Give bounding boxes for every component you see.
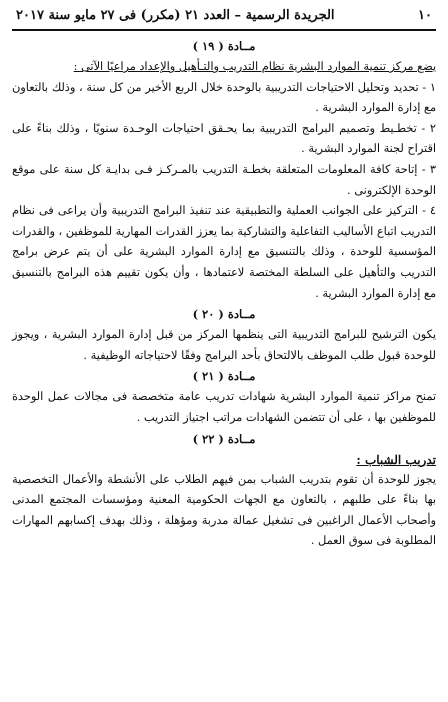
article-19-item-3: ٣ - إتاحة كافة المعلومات المتعلقة بخطـة التدريب بالمـركـز فـى بدايـة كل سنة على موقع الوحدة الإلكترونى . — [12, 162, 436, 197]
article-21-text: تمنح مراكز تنمية الموارد البشرية شهادات تدريب عامة متخصصة فى مجالات عمل الوحدة للموظفين بها ، على أن تتضمن الشهادات مراتب اجتياز التدريب . — [12, 390, 436, 424]
article-22-text: يجوز للوحدة أن تقوم بتدريب الشباب بمن فيهم الطلاب على الأنشطة والأعمال التخصصية بها بناءً على طلبهم ، بالتعاون مع الجهات الحكومية المعنية ومؤسسات المجتمع المدنى وأصحاب الأعمال الراغبين فى تشغيل عمالة مدربة ومؤهلة ، وذلك بهدف إكسابهم المهارات المطلوبة فى سوق العمل . — [12, 472, 436, 548]
header-divider — [12, 29, 436, 31]
page-header — [12, 6, 436, 26]
article-22-heading: مــادة ( ٢٢ ) — [192, 431, 256, 446]
article-20-text: يكون الترشيح للبرامج التدريبية التى ينظمها المركز من قبل إدارة الموارد البشرية ، ويجوز للوحدة قبول طلب الموظف بالالتحاق بأحد البرامج وفقًا لاحتياجاته الوظيفية . — [12, 328, 436, 362]
gazette-title: الجريدة الرسمية – العدد ٢١ (مكرر) فى ٢٧ مايو سنة ٢٠١٧ — [16, 8, 335, 23]
article-22-subheading: تدريب الشباب : — [356, 452, 436, 467]
page-number: ١٠ — [418, 8, 432, 23]
article-19-item-2: ٢ - تخطـيط وتصميم البرامج التدريبية بما يحـقق احتياجات الوحـدة سنويًا ، وذلك بناءً على اقتراح لجنة الموارد البشرية . — [12, 121, 436, 156]
article-19-intro: يضع مركز تنمية الموارد البشرية نظام التدريب والتـأهيل والإعداد مراعيًا الآتى : — [73, 60, 436, 73]
article-21-heading: مــادة ( ٢١ ) — [192, 369, 256, 384]
article-19-item-4: ٤ - التركيز على الجوانب العملية والتطبيقية عند تنفيذ البرامج التدريبية وأن يراعى فى نظام التدريب اتباع الأساليب التفاعلية والتشاركية بما يعزز القدرات المهارية للموظفين ، والقدرات المؤسسية للوحدة ، وذلك بالتنسيق مع إدارة الموارد البشرية على أن يتم عرض برامج التدريب والتأهيل على السلطة المختصة لاعتمادها ، وأن يكون تقييم هذه البرامج بالتنسيق مع إدارة الموارد البشرية . — [12, 204, 436, 300]
article-19-heading: مــادة ( ١٩ ) — [192, 39, 256, 53]
article-19-item-1: ١ - تحديد وتحليل الاحتياجات التدريبية بالوحدة خلال الربع الأخير من كل سنة ، وذلك بالتعاون مع إدارة الموارد البشرية . — [12, 80, 436, 115]
article-20-heading: مــادة ( ٢٠ ) — [192, 307, 256, 322]
